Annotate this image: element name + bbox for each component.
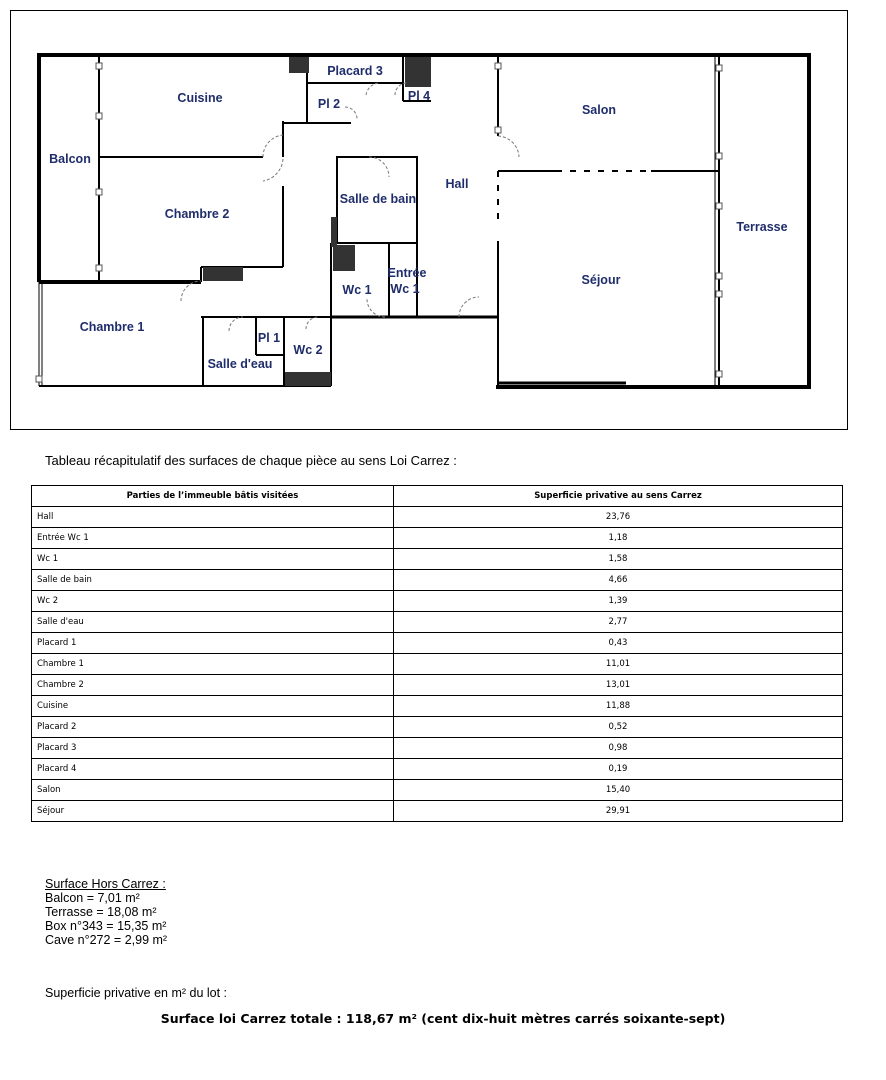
room-label-sejour: Séjour (581, 273, 621, 287)
room-surface: 0,98 (394, 738, 843, 759)
room-name: Wc 1 (32, 549, 394, 570)
room-label-chambre1: Chambre 1 (79, 320, 145, 334)
room-surface: 11,01 (394, 654, 843, 675)
room-label-pl1: Pl 1 (257, 331, 281, 345)
room-surface: 4,66 (394, 570, 843, 591)
wall-posts (36, 63, 722, 382)
hors-carrez-block (45, 877, 167, 947)
room-surface: 23,76 (394, 507, 843, 528)
table-row (32, 654, 843, 675)
room-surface: 1,39 (394, 591, 843, 612)
floor-plan (10, 10, 848, 430)
table-row (32, 549, 843, 570)
room-surface: 0,52 (394, 717, 843, 738)
hors-carrez-title: Surface Hors Carrez : (45, 877, 166, 891)
room-name: Hall (32, 507, 394, 528)
room-name: Chambre 1 (32, 654, 394, 675)
table-row (32, 591, 843, 612)
hors-carrez-line: Cave n°272 = 2,99 m² (45, 933, 168, 947)
hors-carrez-line: Terrasse = 18,08 m² (45, 905, 157, 919)
room-label-chambre2: Chambre 2 (164, 207, 230, 221)
room-name: Placard 2 (32, 717, 394, 738)
table-row (32, 675, 843, 696)
room-label-wc1: Wc 1 (342, 283, 372, 297)
room-name: Wc 2 (32, 591, 394, 612)
room-name: Salon (32, 780, 394, 801)
total-surface: Surface loi Carrez totale : 118,67 m² (cent dix-huit mètres carrés soixante-sept) (160, 1011, 726, 1026)
room-name: Placard 1 (32, 633, 394, 654)
room-surface: 11,88 (394, 696, 843, 717)
surface-table (31, 485, 843, 822)
room-label-salle-deau: Salle d'eau (207, 357, 273, 371)
room-name: Entrée Wc 1 (32, 528, 394, 549)
room-label-pl2: Pl 2 (317, 97, 341, 111)
room-surface: 0,19 (394, 759, 843, 780)
room-surface: 2,77 (394, 612, 843, 633)
table-intro: Tableau récapitulatif des surfaces de chaque pièce au sens Loi Carrez : (45, 453, 457, 468)
room-label-pl4: Pl 4 (407, 89, 431, 103)
room-surface: 29,91 (394, 801, 843, 822)
room-label-hall: Hall (445, 177, 469, 191)
room-label-balcon: Balcon (49, 152, 91, 166)
table-row (32, 696, 843, 717)
walls (39, 55, 809, 387)
room-name: Placard 4 (32, 759, 394, 780)
room-label-wc2: Wc 2 (293, 343, 323, 357)
room-label-terrasse: Terrasse (736, 220, 788, 234)
room-name: Salle de bain (32, 570, 394, 591)
table-row (32, 759, 843, 780)
room-name: Chambre 2 (32, 675, 394, 696)
room-label-salon: Salon (581, 103, 617, 117)
table-row (32, 717, 843, 738)
table-header-row (32, 486, 843, 507)
room-label-cuisine: Cuisine (177, 91, 223, 105)
room-name: Séjour (32, 801, 394, 822)
column-header-room: Parties de l’immeuble bâtis visitées (32, 486, 394, 507)
room-surface: 13,01 (394, 675, 843, 696)
table-row (32, 801, 843, 822)
table-row (32, 507, 843, 528)
hors-carrez-line: Balcon = 7,01 m² (45, 891, 140, 905)
room-surface: 15,40 (394, 780, 843, 801)
table-row (32, 612, 843, 633)
room-name: Cuisine (32, 696, 394, 717)
room-name: Placard 3 (32, 738, 394, 759)
column-header-surface: Superficie privative au sens Carrez (394, 486, 843, 507)
room-surface: 0,43 (394, 633, 843, 654)
floor-plan-drawing (11, 11, 847, 429)
room-label-entree-line2: Wc 1 (390, 282, 420, 296)
room-name: Salle d'eau (32, 612, 394, 633)
room-label-salle-de-bain: Salle de bain (339, 192, 417, 206)
table-row (32, 780, 843, 801)
room-surface: 1,58 (394, 549, 843, 570)
room-label-placard3: Placard 3 (327, 64, 383, 78)
table-row (32, 633, 843, 654)
table-row (32, 528, 843, 549)
room-surface: 1,18 (394, 528, 843, 549)
hors-carrez-line: Box n°343 = 15,35 m² (45, 919, 167, 933)
table-row (32, 738, 843, 759)
room-label-entree-line1: Entrée (387, 266, 427, 280)
table-row (32, 570, 843, 591)
lot-surface-label: Superficie privative en m² du lot : (45, 986, 228, 1000)
